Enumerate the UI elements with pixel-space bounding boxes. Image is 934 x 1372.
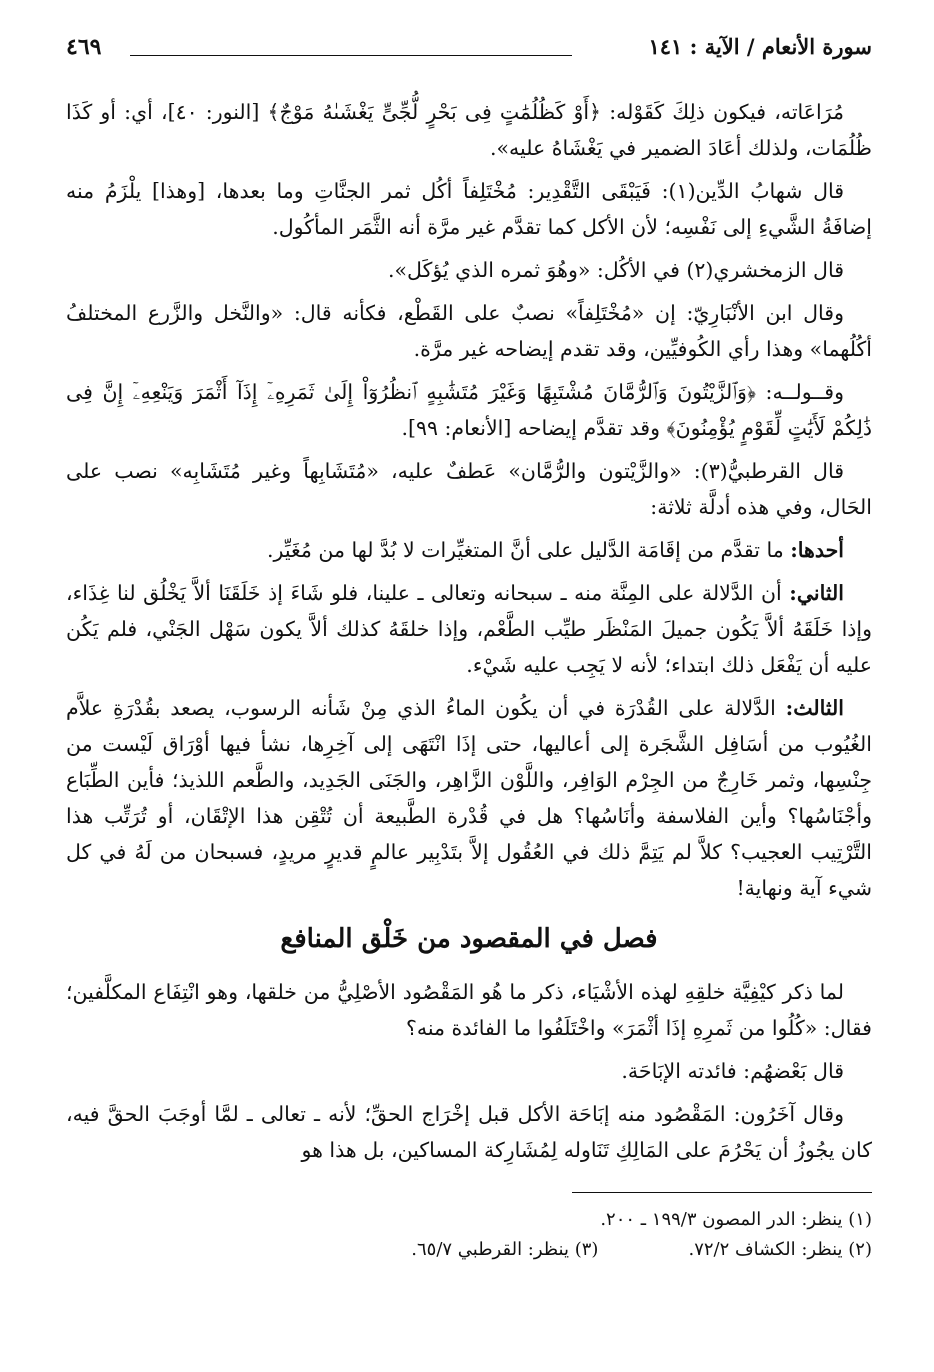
main-text: [66, 94, 872, 1168]
paragraph-text: الدَّلالة على القُدْرَة في أن يكُون الماءُ الذي مِنْ شَأنه الرسوب، يصعد بقُدْرَةِ علاَّم الغُيُوب من أسَافِل الشَّجَرة إلى أعاليها، حتى إذَا انْتَهَى إلى آخِرِها، نشأ فيها أوْرَاق لَيْست من جِنْسِها، وثمر خَارِجٌ من الجِرْم الوَافِر، واللَّوْن الزَّاهِر، والجَنَى الجَدِيد، والطَّعم اللذيذ؛ فأين الطِّبَاع وأجْنَاسُها؟ وأين الفلاسفة وأنَاسُها؟ هل في قُدْرة الطَّبيعة أن تُتْقِن هذا الإتْقَان، أو تُرَتِّب هذا التَّرْتِيب العجيب؟ كلاَّ لم يَتِمَّ ذلك في العُقُول إلاَّ بتَدْبِير عالمٍ قديرٍ مريدٍ، فسبحان من لَهُ في كل شيء آية ونهاية!: [66, 696, 872, 900]
paragraph-text: قال الزمخشري(٢) في الأكُل: «وهُوَ ثمره الذي يُؤكَل».: [388, 258, 844, 282]
running-title: سورة الأنعام / الآية : ١٤١: [648, 34, 872, 59]
book-page: [66, 28, 872, 1265]
paragraph-text: وقال ابن الأنْبَارِيّ: إن «مُخْتَلِفاً» نصبٌ على القَطْع، فكأنه قال: «والنَّخل والزَّرع المختلفُ أكُلُهما» وهذا رأي الكُوفيِّين، وقد تقدم إيضاحه غير مرَّة.: [66, 301, 872, 361]
paragraph: [66, 173, 872, 245]
footnote-rule: [572, 1192, 872, 1193]
paragraph: لما ذكر كيْفِيَّة خلقِهِ لهذه الأشْيَاء، ذكر ما هُو المَقْصُود الأصْلِيُّ من خلقها، وهو انْتِفَاع المكلَّفين؛ فقال: «كُلُوا من ثَمرِهِ إذَا أثْمَرَ» واخْتَلَفُوا ما الفائدة منه؟: [66, 980, 872, 1040]
page-number: ٤٦٩: [66, 34, 102, 60]
footnote-2: (٢) ينظر: الكشاف ٧٢/٢.: [688, 1239, 872, 1260]
paragraph-lead: الثالث:: [785, 696, 844, 720]
paragraph: [66, 252, 872, 288]
header-rule: [130, 55, 572, 56]
paragraph-lead: الثاني:: [789, 581, 844, 605]
paragraph: [66, 295, 872, 367]
paragraph-text: ما تقدَّم من إقَامَة الدَّليل على أنَّ المتغيِّرات لا بُدَّ لها من مُغَيِّر.: [267, 538, 791, 562]
footnote-row: [66, 1235, 872, 1265]
paragraph: [66, 374, 872, 446]
paragraph-text: مُرَاعَاته، فيكون ذلِكَ كَقَوْله: ﴿أَوْ كَظُلُمَٰتٍ فِى بَحْرٍ لُّجِّىٍّ يَغْشَىٰهُ مَوْجٌ﴾ [النور: ٤٠]، أي: أو كَذَا ظُلُمَات، ولذلك أعَادَ الضمير في يَغْشَاهُ عليه».: [66, 100, 872, 160]
paragraph: وقال آخَرُون: المَقْصُود منه إبَاحَة الأكل قبل إخْرَاج الحقِّ؛ لأنه ـ تعالى ـ لمَّا أوجَبَ الحقَّ فيه، كان يجُوزُ أن يَحْرُمَ على المَالِكِ تَنَاوله لِمُشَارِكة المساكين، بل هذا هو: [66, 1102, 872, 1162]
paragraph: [66, 94, 872, 166]
footnotes: [66, 1205, 872, 1265]
paragraph: [66, 532, 872, 568]
section-heading: فصل في المقصود من خَلْق المنافع: [280, 924, 658, 954]
footnote-3: (٣) ينظر: القرطبي ٦٥/٧.: [411, 1239, 599, 1260]
paragraph: [66, 690, 872, 906]
footnote-1: (١) ينظر: الدر المصون ١٩٩/٣ ـ ٢٠٠.: [600, 1209, 872, 1230]
paragraph: [66, 453, 872, 525]
paragraph-text: وقــولــه: ﴿وَٱلزَّيْتُونَ وَٱلرُّمَّانَ مُشْتَبِهًا وَغَيْرَ مُتَشَٰبِهٍ ٱنظُرُوٓاْ إِلَىٰ ثَمَرِهِۦٓ إِذَآ أَثْمَرَ وَيَنْعِهِۦٓ إِنَّ فِى ذَٰلِكُمْ لَأَيَٰتٍ لِّقَوْمٍ يُؤْمِنُونَ﴾ وقد تقدَّم إيضاحه [الأنعام: ٩٩].: [66, 380, 872, 440]
paragraph: قال بَعْضهُم: فائدته الإبَاحَة.: [621, 1059, 844, 1083]
paragraph-text: أن الدَّلالة على المِنَّة منه ـ سبحانه وتعالى ـ علينا، فلو شَاءَ إذ خَلَقَنَا ألاَّ يَخْلُق لنا غِذَاء، وإذا خَلَقَهُ ألاَّ يَكُون جميلَ المَنْظَر طيِّب الطَّعْم، وإذا خلقَهُ كذلك ألاَّ يكون سَهْل الجَنْي، فلم يَكُن عليه أن يَفْعَل ذلك ابتداء؛ لأنه لا يَجِب عليه شَيْء.: [66, 581, 872, 677]
paragraph: [66, 575, 872, 683]
paragraph-text: قال شهابُ الدِّين(١): فَيَبْقَى التَّقْدِير: مُخْتَلِفاً أكُل ثمر الجنَّاتِ وما بعدها، [وهذا] يلْزَمُ منه إضافَةُ الشَّيءِ إلى نَفْسِه؛ لأن الأكل كما تقدَّم غير مرَّة أنه الثَّمَر المأكُول.: [66, 179, 872, 239]
paragraph-lead: أحدها:: [790, 538, 844, 562]
paragraph-text: قال القرطبيُّ(٣): «والزَّيْتون والرُّمَّان» عَطفٌ عليه، «مُتَشَابِهاً وغير مُتَشَابِه» نصب على الحَال، وفي هذه أدلَّة ثلاثة:: [66, 459, 872, 519]
page-header: [66, 28, 872, 64]
